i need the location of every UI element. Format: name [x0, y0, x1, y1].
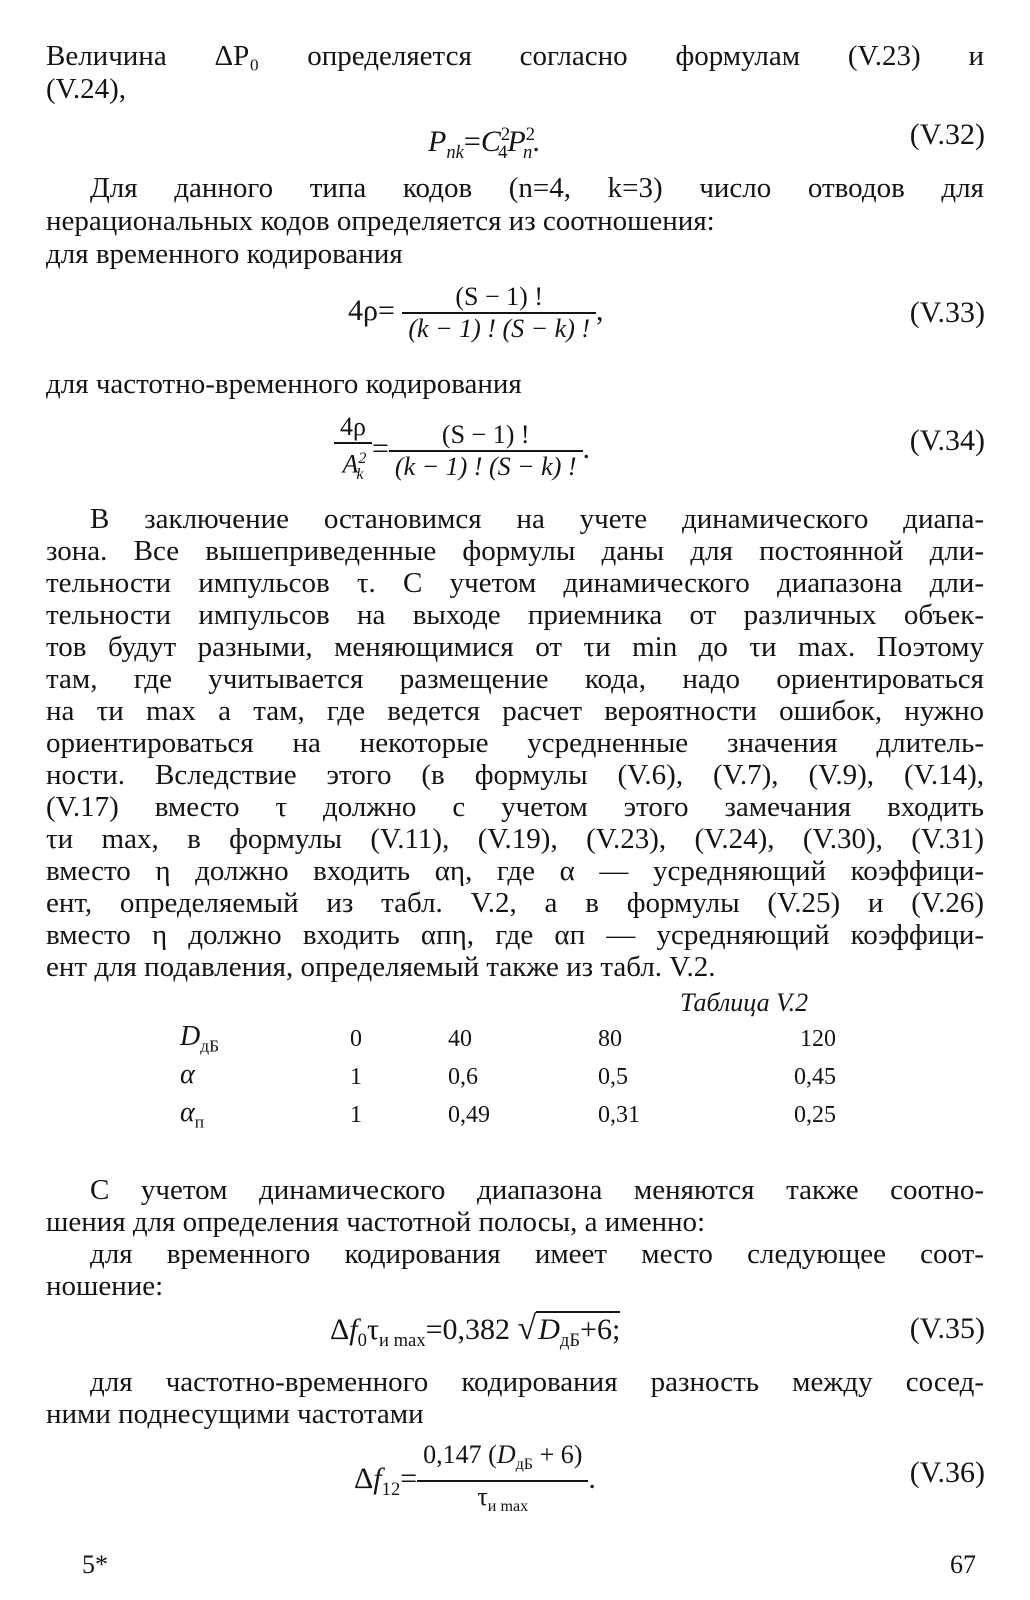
row-label: $D_{дБ}$ — [180, 1021, 220, 1056]
table-cell: 0,25 — [794, 1101, 836, 1128]
signature-mark: 5* — [82, 1550, 108, 1579]
numerator: (S − 1) ! — [441, 419, 530, 449]
table-cell: 120 — [800, 1025, 836, 1052]
denominator: $A^2_k$ — [334, 442, 372, 490]
table-cell: 0,49 — [448, 1101, 490, 1128]
text-line: там, где учитывается размещение кода, надо ориентироваться — [46, 663, 984, 695]
table-cell: 40 — [448, 1025, 472, 1052]
text-line: Величина ΔP₀ определяется согласно формулам (V.23) и — [46, 40, 984, 72]
equation-number: (V.36) — [909, 1456, 985, 1489]
text-line: для частотно-временного кодирования — [46, 368, 522, 400]
eq-tail: +6; — [580, 1313, 621, 1346]
text-line: тов будут разными, меняющимися от τи min до τи max. Поэтому — [46, 631, 984, 663]
text-line: (V.24), — [46, 73, 127, 105]
text-line: ними поднесущими частотами — [46, 1398, 424, 1430]
fraction — [417, 1440, 588, 1522]
eq-lhs: 4ρ= — [348, 293, 395, 327]
text-line: для временного кодирования — [46, 238, 403, 270]
row-label: $\alpha_п$ — [180, 1097, 204, 1132]
eq-tail: . — [582, 431, 591, 465]
table-cell: 1 — [350, 1063, 362, 1090]
table-cell: 80 — [598, 1025, 622, 1052]
table-row — [180, 1096, 836, 1134]
numerator: 4ρ — [340, 412, 366, 441]
text-line: тельности импульсов на выходе приемника от различных объек- — [46, 599, 984, 631]
text-line: на τи max а там, где ведется расчет вероятности ошибок, нужно — [46, 695, 984, 727]
text-line: τи max, в формулы (V.11), (V.19), (V.23), (V.24), (V.30), (V.31) — [46, 823, 984, 855]
table-cell: 0,5 — [598, 1063, 628, 1090]
text-line: (V.17) вместо τ должно с учетом этого замечания входить — [46, 791, 984, 823]
row-label: α — [180, 1059, 195, 1091]
text-line: С учетом динамического диапазона меняются также соотно- — [90, 1174, 984, 1206]
equation-number: (V.33) — [909, 296, 985, 329]
equation-v33 — [348, 282, 604, 344]
fraction — [402, 282, 596, 344]
text-line: ент для подавления, определяемый также из табл. V.2. — [46, 951, 716, 983]
text-line: шения для определения частотной полосы, а именно: — [46, 1206, 706, 1238]
numerator: (S − 1) ! — [455, 282, 543, 311]
table-cell: 1 — [350, 1101, 362, 1128]
numerator: 0,147 $(D_{дБ} + 6)$ — [423, 1440, 583, 1474]
text-line: В заключение остановимся на учете динамического диапа- — [90, 503, 984, 535]
denominator: (k − 1) ! (S − k) ! — [402, 312, 596, 344]
text-line: ношение: — [46, 1270, 164, 1302]
denominator: $\tau_{и max}$ — [417, 1480, 588, 1522]
eq-tail: , — [596, 293, 604, 327]
equation-v34: $\frac{4\rho}{A^2_k}$ = $\frac{(S - 1) !}{(k - 1) ! (S - k) !}$ . — [334, 412, 590, 490]
text-line: тельности импульсов τ. С учетом динамического диапазона дли- — [46, 567, 984, 599]
equation-number: (V.34) — [909, 424, 985, 457]
table-cell: 0 — [350, 1025, 362, 1052]
page-number: 67 — [950, 1550, 976, 1579]
text-line: для частотно-временного кодирования разность между сосед- — [90, 1366, 984, 1398]
denominator: (k − 1) ! (S − k) ! — [389, 450, 583, 482]
fraction — [334, 412, 372, 490]
table-cell: 0,45 — [794, 1063, 836, 1090]
equation-v35: $\Delta f_0\tau_{и max}=0,382$ $√D_{дБ}+6$; — [330, 1310, 621, 1351]
table-cell: 0,6 — [448, 1063, 478, 1090]
text-line: зона. Все вышеприведенные формулы даны для постоянной дли- — [46, 535, 984, 567]
table-row — [180, 1020, 836, 1058]
table-v2 — [180, 1020, 836, 1134]
fraction — [389, 420, 583, 482]
table-cell: 0,31 — [598, 1101, 640, 1128]
table-caption: Таблица V.2 — [680, 988, 809, 1017]
text-line: ности. Вследствие этого (в формулы (V.6), (V.7), (V.9), (V.14), — [46, 759, 984, 791]
table-row — [180, 1058, 836, 1096]
text-line: ент, определяемый из табл. V.2, а в формулы (V.25) и (V.26) — [46, 887, 984, 919]
text-line: нерациональных кодов определяется из соотношения: — [46, 205, 715, 237]
eq-mid: =0,382 — [425, 1313, 511, 1346]
eq-tail: . — [588, 1462, 596, 1496]
equation-number: (V.32) — [909, 118, 985, 151]
text-line: ориентироваться на некоторые усредненные значения длитель- — [46, 727, 984, 759]
text-line: вместо η должно входить αη, где α — усредняющий коэффици- — [46, 855, 984, 887]
equation-v36: $\Delta f_{12}=$ $\frac{0,147 (D_{дБ} + 6)}{\tau_{и max}}$ . — [354, 1440, 596, 1522]
text-line: Для данного типа кодов (n=4, k=3) число отводов для — [90, 172, 984, 204]
text-line: для временного кодирования имеет место следующее соот- — [90, 1238, 984, 1270]
equation-number: (V.35) — [909, 1312, 985, 1345]
text-line: вместо η должно входить αпη, где αп — усредняющий коэффици- — [46, 919, 984, 951]
equation-v32: $P_{nk}=C^2_4P^2_n$. — [428, 124, 540, 163]
